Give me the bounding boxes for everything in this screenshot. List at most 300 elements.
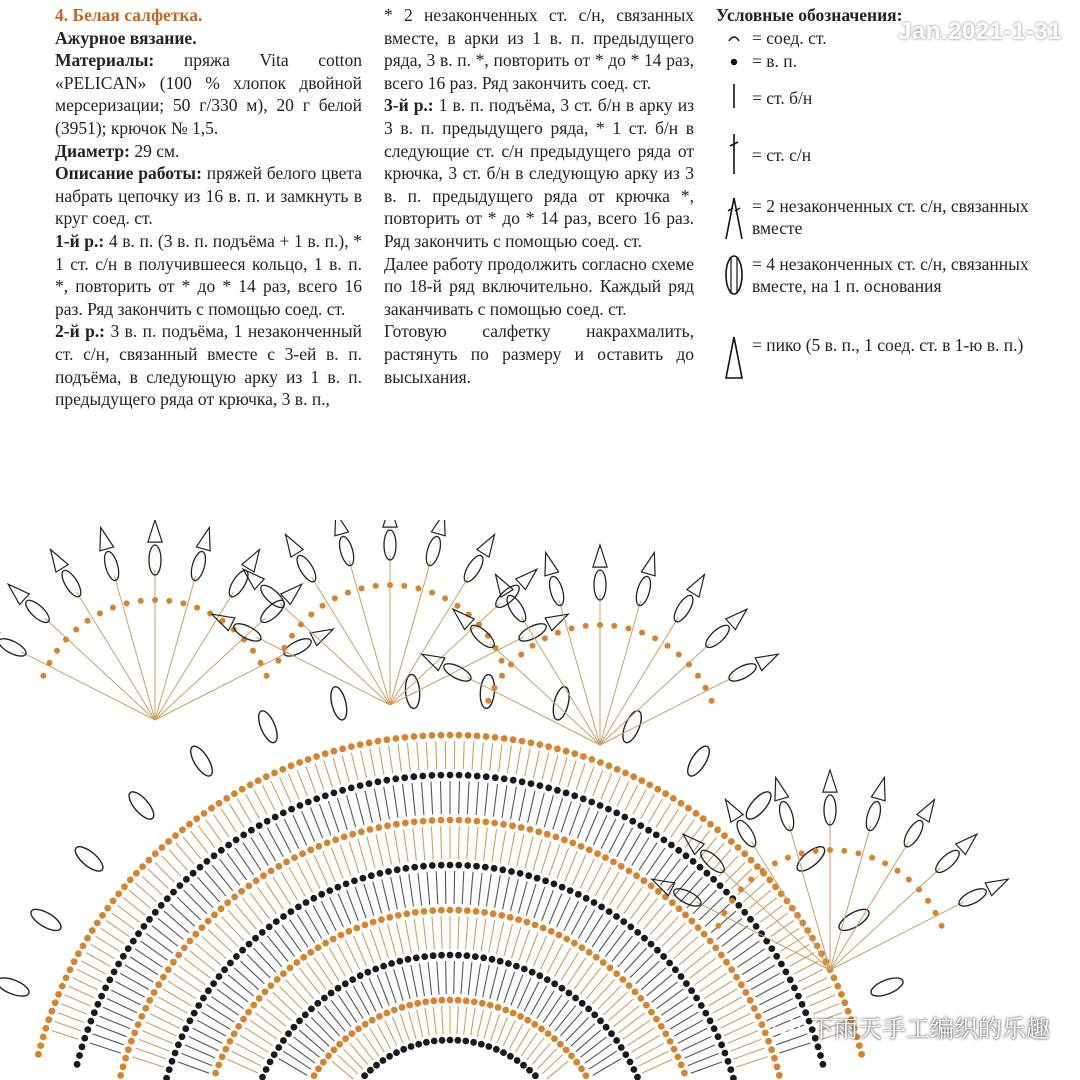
chain-dot	[501, 735, 508, 742]
stitch-bar	[120, 973, 149, 989]
chain-dot	[345, 928, 352, 935]
chain-dot	[489, 956, 496, 963]
chain-dot	[491, 820, 498, 827]
fan-chain-dot	[906, 877, 912, 883]
fan-chain-dot	[939, 923, 945, 929]
stitch-bar	[61, 1004, 87, 1014]
chain-dot	[205, 918, 212, 925]
legend-text-two-dc: = 2 незаконченных ст. с/н, связанных вместе	[752, 195, 1029, 239]
chain-dot	[438, 732, 445, 739]
chain-dot	[205, 987, 212, 994]
chain-dot	[315, 944, 322, 951]
chain-dot	[219, 1054, 226, 1061]
chain-dot	[526, 1067, 533, 1074]
chain-dot	[741, 850, 748, 857]
chain-dot	[369, 1017, 376, 1024]
chain-dot	[383, 1010, 390, 1017]
fan-stitch	[390, 577, 468, 705]
chain-dot	[200, 995, 207, 1002]
chain-dot	[519, 738, 526, 745]
chain-dot	[170, 889, 177, 896]
stitch-bar	[262, 785, 275, 810]
chain-dot	[120, 953, 127, 960]
chain-dot	[412, 909, 419, 916]
chain-dot	[322, 792, 329, 799]
chain-dot	[455, 907, 462, 914]
stitch-bar	[542, 1055, 562, 1074]
chain-dot	[614, 766, 621, 773]
chain-dot	[175, 952, 182, 959]
chain-dot	[553, 834, 560, 841]
chain-dot	[514, 1057, 521, 1064]
chain-dot	[670, 795, 677, 802]
stitch-bar	[370, 749, 375, 777]
chain-dot	[399, 1004, 406, 1011]
chain-dot	[532, 1072, 539, 1079]
chain-dot	[473, 908, 480, 915]
chain-dot	[285, 1030, 292, 1037]
stitch-bar	[713, 997, 742, 1013]
chain-dot	[367, 826, 374, 833]
stitch-bar	[534, 751, 540, 778]
chain-dot	[447, 952, 454, 959]
chain-dot	[695, 924, 702, 931]
chain-dot	[364, 969, 371, 976]
chain-dot	[759, 1021, 766, 1028]
fan-stitch	[522, 617, 600, 745]
continue-paragraph: Далее работу продолжить согласно схеме по 18-й ряд включительно. Каждый ряд заканчивать с помощью соед. ст.	[384, 253, 694, 319]
stitch-bar	[135, 949, 162, 967]
chain-dot	[464, 907, 471, 914]
chain-dot	[517, 870, 524, 877]
chain-dot	[318, 891, 325, 898]
stitch-bar	[142, 876, 163, 895]
chain-dot	[513, 963, 520, 970]
chain-dot	[370, 919, 377, 926]
stitch-bar	[292, 974, 313, 999]
chain-dot	[483, 773, 490, 780]
chain-dot	[561, 836, 568, 843]
chain-dot	[747, 997, 754, 1004]
stitch-bar	[445, 871, 446, 904]
chain-dot	[536, 972, 543, 979]
stitch-bar	[541, 842, 551, 874]
stitch-bar	[507, 746, 511, 774]
stitch-bar	[246, 794, 260, 819]
stitch-bar	[551, 755, 558, 782]
stitch-bar	[400, 875, 406, 908]
stitch-bar	[585, 915, 602, 943]
chain-dot	[579, 1000, 586, 1007]
chain-dot	[653, 832, 660, 839]
stitch-bar	[650, 910, 672, 935]
chain-dot	[715, 1033, 722, 1040]
cluster-mark	[742, 788, 775, 823]
stitch-bar	[254, 948, 276, 972]
chain-dot	[725, 1058, 732, 1065]
chain-dot	[71, 958, 78, 965]
chain-dot	[500, 1049, 507, 1056]
chain-dot	[275, 863, 282, 870]
chain-dot	[192, 931, 199, 938]
chain-dot	[465, 772, 472, 779]
fan-stitch	[155, 576, 196, 720]
stitch-bar	[376, 834, 383, 866]
chain-dot	[325, 1053, 332, 1060]
stitch-bar	[417, 1010, 423, 1037]
chain-dot	[197, 864, 204, 871]
chain-dot	[559, 985, 566, 992]
chain-dot	[221, 966, 228, 973]
chain-dot	[331, 790, 338, 797]
chain-dot	[55, 991, 62, 998]
stitch-bar	[585, 1044, 612, 1063]
stitch-bar	[349, 842, 359, 874]
chain-dot	[366, 739, 373, 746]
stitch-bar	[493, 784, 497, 817]
stitch-bar	[191, 884, 214, 908]
stitch-bar	[385, 972, 396, 1003]
chain-dot	[439, 1037, 446, 1044]
chain-dot	[348, 785, 355, 792]
chain-dot	[723, 889, 730, 896]
stitch-bar	[324, 1006, 345, 1032]
chain-dot	[98, 993, 105, 1000]
two-dc-together-icon	[716, 195, 752, 241]
chain-dot	[362, 922, 369, 929]
chain-dot	[405, 956, 412, 963]
stitch-bar	[593, 1059, 621, 1076]
chain-dot	[247, 782, 254, 789]
chain-dot	[520, 1062, 527, 1069]
fan-stitch	[490, 643, 600, 745]
stitch-bar	[99, 1016, 129, 1029]
chain-dot	[575, 891, 582, 898]
stitch-bar	[418, 873, 422, 906]
fan-chain-dot	[73, 627, 79, 633]
fan-chain-dot	[298, 622, 304, 628]
stitch-bar	[806, 986, 832, 998]
chain-dot	[551, 881, 558, 888]
chain-dot	[602, 854, 609, 861]
chain-dot	[510, 777, 517, 784]
chain-dot	[473, 863, 480, 870]
chain-dot	[771, 1055, 778, 1062]
chain-dot	[353, 925, 360, 932]
stitch-bar	[275, 930, 295, 956]
chain-dot	[130, 938, 137, 945]
chain-dot	[501, 775, 508, 782]
stitch-bar	[470, 872, 473, 905]
stitch-bar	[599, 925, 618, 952]
chain-dot	[544, 831, 551, 838]
chain-dot	[622, 770, 629, 777]
stitch-bar	[436, 741, 437, 769]
stitch-bar	[315, 763, 324, 790]
stitch-bar	[624, 887, 643, 914]
stitch-bar	[502, 785, 507, 818]
chain-dot	[135, 1021, 142, 1028]
chain-dot	[362, 1021, 369, 1028]
chain-dot	[215, 1062, 222, 1069]
stitch-bar	[503, 877, 510, 909]
stitch-bar	[436, 871, 438, 904]
pattern-title: 4. Белая салфетка.	[55, 5, 203, 25]
chain-dot	[268, 982, 275, 989]
chain-dot	[240, 1016, 247, 1023]
chain-dot	[430, 952, 437, 959]
stitch-bar	[499, 744, 502, 772]
legend-text-picot: = пико (5 в. п., 1 соед. ст. в 1-ю в. п.)	[752, 334, 1024, 355]
stitch-bar	[559, 758, 567, 785]
chain-dot	[159, 844, 166, 851]
stitch-bar	[468, 962, 472, 995]
stitch-bar	[324, 760, 332, 787]
fan-chain-dot	[695, 673, 701, 679]
chain-dot	[311, 1072, 318, 1079]
stitch-bar	[409, 1012, 417, 1039]
stitch-bar	[561, 801, 572, 832]
chain-dot	[613, 1037, 620, 1044]
stitch-bar	[347, 890, 359, 921]
chain-dot	[403, 910, 410, 917]
stitch-bar	[234, 968, 259, 990]
picot-mark	[545, 553, 559, 576]
stitch-bar	[402, 967, 410, 999]
chain-dot	[141, 923, 148, 930]
stitch-bar	[333, 758, 341, 785]
chain-dot	[191, 1010, 198, 1017]
stitch-bar	[475, 827, 478, 860]
chain-dot	[573, 1059, 580, 1066]
chain-dot	[634, 1074, 641, 1080]
chain-dot	[415, 1041, 422, 1048]
chain-dot	[227, 1038, 234, 1045]
picot-mark	[496, 575, 514, 598]
stitch-bar	[280, 777, 291, 803]
chain-dot	[35, 1051, 42, 1058]
fan-stitch	[830, 902, 964, 970]
stitch-bar	[489, 920, 495, 952]
chain-dot	[704, 870, 711, 877]
chain-dot	[791, 985, 798, 992]
chain-dot	[275, 1044, 282, 1051]
chain-dot	[787, 976, 794, 983]
stitch-bar	[521, 1033, 537, 1056]
chain-dot	[252, 935, 259, 942]
chain-dot	[676, 905, 683, 912]
stitch-bar	[417, 742, 419, 770]
chain-dot	[586, 847, 593, 854]
chain-dot	[741, 909, 748, 916]
chain-dot	[678, 973, 685, 980]
fan-chain-dot	[180, 600, 186, 606]
stitch-bar	[409, 874, 414, 907]
instructions-column-2	[384, 4, 694, 388]
chain-dot	[384, 822, 391, 829]
chain-dot	[375, 738, 382, 745]
chain-dot	[216, 973, 223, 980]
chain-dot	[517, 1013, 524, 1020]
fan-chain-dot	[855, 850, 861, 856]
stitch-bar	[531, 986, 547, 1015]
chain-dot	[707, 821, 714, 828]
chain-dot	[755, 1013, 762, 1020]
stitch-bar	[548, 944, 563, 973]
chain-dot	[43, 1025, 50, 1032]
stitch-bar	[576, 1030, 601, 1052]
chain-dot	[245, 1009, 252, 1016]
chain-dot	[618, 863, 625, 870]
chain-dot	[578, 843, 585, 850]
stitch-bar	[329, 948, 345, 977]
chain-dot	[115, 961, 122, 968]
chain-dot	[271, 1051, 278, 1058]
chain-dot	[580, 795, 587, 802]
picot-mark	[196, 528, 210, 551]
fan-chain-dot	[429, 590, 435, 596]
chain-dot	[580, 753, 587, 760]
chain-dot	[571, 792, 578, 799]
chain-dot	[280, 1037, 287, 1044]
chain-dot	[858, 1051, 865, 1058]
stitch-bar	[504, 924, 512, 956]
chain-dot	[302, 1011, 309, 1018]
stitch-bar	[571, 905, 587, 934]
crochet-chart	[0, 520, 1080, 1080]
stitch-bar	[794, 961, 819, 974]
chain-dot	[280, 970, 287, 977]
stitch-bar	[370, 1028, 385, 1052]
stitch-bar	[286, 980, 308, 1004]
stitch-bar	[283, 1051, 311, 1069]
stitch-bar	[549, 1000, 569, 1027]
stitch-bar	[379, 927, 389, 959]
fan-chain-dot	[665, 643, 671, 649]
fan-chain-dot	[583, 623, 589, 629]
fan-chain-dot	[85, 618, 91, 624]
chain-dot	[571, 940, 578, 947]
stitch-bar	[337, 944, 352, 973]
stitch-bar	[560, 1011, 582, 1036]
row1-text: 4 в. п. (3 в. п. подъёма + 1 в. п.), * 1 ст. с/н в получившееся кольцо, 1 в. п. *, повторить от * до * 14 раз, всего 16 раз. Ряд закончить с помощью соед. ст.	[55, 230, 362, 319]
chain-dot	[104, 905, 111, 912]
chain-dot	[322, 750, 329, 757]
chain-dot	[660, 953, 667, 960]
stitch-bar	[414, 919, 419, 952]
stitch-bar	[164, 911, 189, 933]
chain-dot	[648, 1009, 655, 1016]
stitch-bar	[400, 1014, 409, 1040]
chain-dot	[492, 734, 499, 741]
stitch-bar	[405, 920, 411, 952]
stitch-bar	[602, 872, 619, 901]
chain-dot	[139, 863, 146, 870]
stitch-bar	[279, 986, 302, 1010]
stitch-bar	[476, 963, 481, 996]
chain-dot	[375, 778, 382, 785]
legend-item-four-dc	[716, 253, 1046, 299]
chain-dot	[260, 872, 267, 879]
stitch-bar	[779, 1043, 810, 1053]
chain-dot	[235, 1023, 242, 1030]
stitch-bar	[215, 923, 238, 946]
chain-dot	[637, 822, 644, 829]
stitch-bar	[305, 1024, 329, 1047]
stitch-bar	[190, 951, 216, 972]
stitch-bar	[464, 1007, 467, 1035]
chain-dot	[540, 925, 547, 932]
picot-mark	[51, 550, 69, 573]
stitch-bar	[630, 954, 653, 978]
chain-dot	[591, 1011, 598, 1018]
chain-dot	[81, 1035, 88, 1042]
stitch-bar	[331, 1000, 351, 1027]
chain-dot	[678, 1062, 685, 1069]
chain-dot	[698, 1002, 705, 1009]
chain-dot	[160, 974, 167, 981]
chain-dot	[594, 850, 601, 857]
stitch-bar	[365, 791, 372, 823]
chain-dot	[393, 1049, 400, 1056]
chain-dot	[293, 959, 300, 966]
chain-dot	[330, 936, 337, 943]
stitch-bar	[733, 941, 760, 960]
fan-chain-dot	[738, 887, 744, 893]
stitch-bar	[561, 953, 578, 981]
chain-dot	[331, 748, 338, 755]
chain-dot	[368, 872, 375, 879]
fan-chain-dot	[729, 898, 735, 904]
picot-mark	[545, 614, 568, 630]
chain-dot	[583, 1072, 590, 1079]
chain-dot	[411, 864, 418, 871]
fan-chain-dot	[748, 877, 754, 883]
legend-text-single-crochet: = ст. б/н	[752, 87, 813, 108]
chain-dot	[259, 929, 266, 936]
chain-dot	[419, 773, 426, 780]
chain-dot	[151, 989, 158, 996]
chain-dot	[630, 773, 637, 780]
chain-dot	[165, 966, 172, 973]
stitch-bar	[699, 897, 723, 920]
chain-dot	[336, 1041, 343, 1048]
stitch-bar	[490, 967, 498, 999]
stitch-bar	[319, 804, 330, 835]
stitch-bar	[279, 1059, 307, 1076]
stitch-bar	[290, 920, 308, 948]
stitch-bar	[212, 865, 233, 891]
picot-mark	[100, 528, 114, 551]
chain-dot	[253, 877, 260, 884]
fan-chain-dot	[492, 685, 498, 691]
fan-cluster	[461, 553, 487, 585]
stitch-bar	[454, 961, 455, 994]
chain-dot	[678, 800, 685, 807]
stitch-bar	[299, 1030, 324, 1052]
stitch-bar	[177, 897, 201, 920]
chain-dot	[568, 1053, 575, 1060]
fan-cluster	[0, 635, 28, 659]
stitch-bar	[742, 957, 770, 975]
chain-dot	[815, 1043, 822, 1050]
chain-dot	[256, 822, 263, 829]
chain-dot	[225, 842, 232, 849]
chain-dot	[216, 800, 223, 807]
chain-dot	[272, 814, 279, 821]
picot-mark	[593, 545, 607, 567]
stitch-bar	[162, 856, 181, 876]
